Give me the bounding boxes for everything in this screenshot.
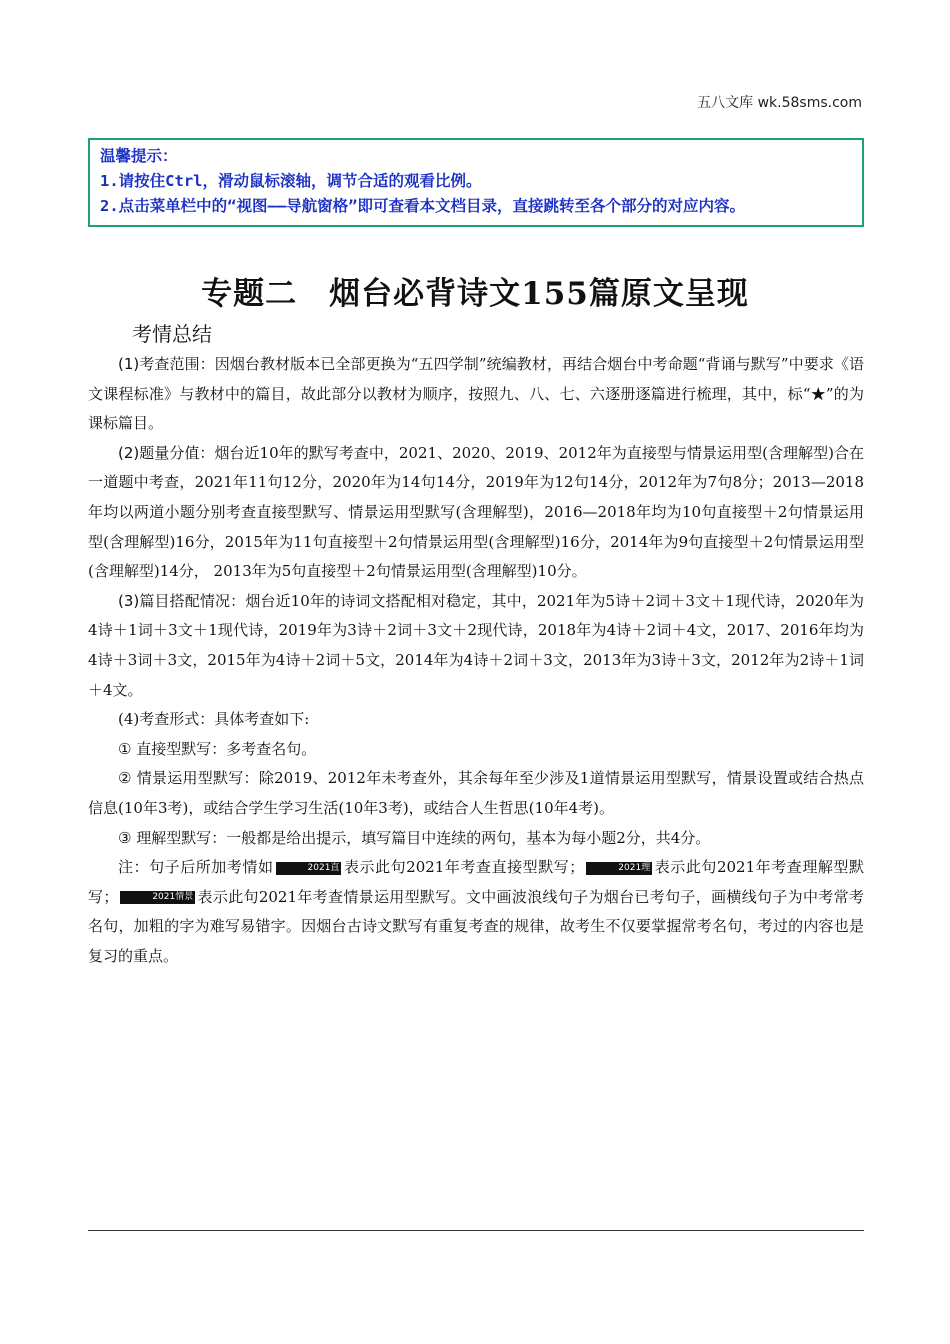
label-understanding: ③ 理解型默写： xyxy=(118,828,227,847)
document-body xyxy=(88,350,864,971)
tag-direct: 2021直 xyxy=(276,862,342,875)
label-scenario: ② 情景运用型默写： xyxy=(118,769,259,788)
tips-line-2: 2.点击菜单栏中的“视图——导航窗格”即可查看本文档目录，直接跳转至各个部分的对应内容。 xyxy=(100,197,745,215)
tag-scenario: 2021情景 xyxy=(120,891,195,904)
text-selection: 烟台近10年的诗词文搭配相对稳定，其中，2021年为5诗＋2词＋3文＋1现代诗，2020年为4诗＋1词＋3文＋1现代诗，2019年为3诗＋2词＋3文＋2现代诗，2018年为4诗＋2词＋4文，2017、2016年均为4诗＋3词＋3文，2015年为4诗＋2词＋5文，2014年为4诗＋2词＋3文，2013年为3诗＋3文，2012年为2诗＋1词＋4文。 xyxy=(88,591,864,699)
paragraph-understanding xyxy=(88,824,864,854)
text-understanding: 一般都是给出提示，填写篇目中连续的两句，基本为每小题2分，共4分。 xyxy=(226,828,711,847)
tips-line-1: 1.请按住Ctrl，滑动鼠标滚轴，调节合适的观看比例。 xyxy=(100,172,482,190)
page-title: 专题二 烟台必背诗文155篇原文呈现 xyxy=(201,276,749,312)
text-score: 烟台近10年的默写考查中，2021、2020、2019、2012年为直接型与情景运用型(含理解型)合在一道题中考查，2021年11句12分，2020年为14句14分，2019年为12句14分，2012年为7句8分；2013—2018年均以两道小题分别考查直接型默写、情景运用型默写(含理解型)，2016—2018年均为10句直接型＋2句情景运用型(含理解型)16分，2015年为11句直接型＋2句情景运用型(含理解型)16分，2014年为9句直接型＋2句情景运用型(含理解型)14分， 2013年为5句直接型＋2句情景运用型(含理解型)10分。 xyxy=(88,443,865,581)
tips-title: 温馨提示： xyxy=(100,147,178,165)
label-selection: (3)篇目搭配情况： xyxy=(118,591,246,610)
footer-divider xyxy=(88,1230,864,1231)
site-watermark: 五八文库 wk.58sms.com xyxy=(697,95,862,111)
section-heading: 考情总结 xyxy=(132,322,212,346)
paragraph-note xyxy=(88,853,864,971)
label-note: 注： xyxy=(118,858,150,877)
label-score: (2)题量分值： xyxy=(118,443,215,462)
paragraph-score xyxy=(88,439,864,587)
text-scenario: 除2019、2012年未考查外，其余每年至少涉及1道情景运用型默写，情景设置或结合热点信息(10年3考)，或结合学生学习生活(10年3考)，或结合人生哲思(10年4考)。 xyxy=(88,769,865,817)
paragraph-direct xyxy=(88,735,864,765)
paragraph-scope xyxy=(88,350,864,439)
note-text-3: 表示此句2021年考查理解型默写； xyxy=(88,858,864,906)
tips-box xyxy=(88,138,864,227)
note-text-4: 表示此句2021年考查情景运用型默写。文中画波浪线句子为烟台已考句子，画横线句子为中考常考名句，加粗的字为难写易错字。因烟台古诗文默写有重复考查的规律，故考生不仅要掌握常考名句，考过的内容也是复习的重点。 xyxy=(88,887,864,965)
note-text-2: 表示此句2021年考查直接型默写； xyxy=(343,858,585,877)
text-direct: 多考查名句。 xyxy=(226,739,317,758)
paragraph-scenario xyxy=(88,764,864,823)
note-text-1: 句子后所加考情如 xyxy=(149,858,274,877)
label-scope: (1)考查范围： xyxy=(118,355,215,373)
text-form: (4)考查形式：具体考查如下: xyxy=(118,710,310,729)
paragraph-form xyxy=(88,705,864,735)
tag-understanding: 2021理 xyxy=(586,862,652,875)
paragraph-selection xyxy=(88,587,864,705)
label-direct: ① 直接型默写： xyxy=(118,739,227,758)
text-scope: 因烟台教材版本已全部更换为“五四学制”统编教材，再结合烟台中考命题“背诵与默写”中要求《语文课程标准》与教材中的篇目，故此部分以教材为顺序，按照九、八、七、六逐册逐篇进行梳理，其中，标“★”的为课标篇目。 xyxy=(88,355,865,433)
